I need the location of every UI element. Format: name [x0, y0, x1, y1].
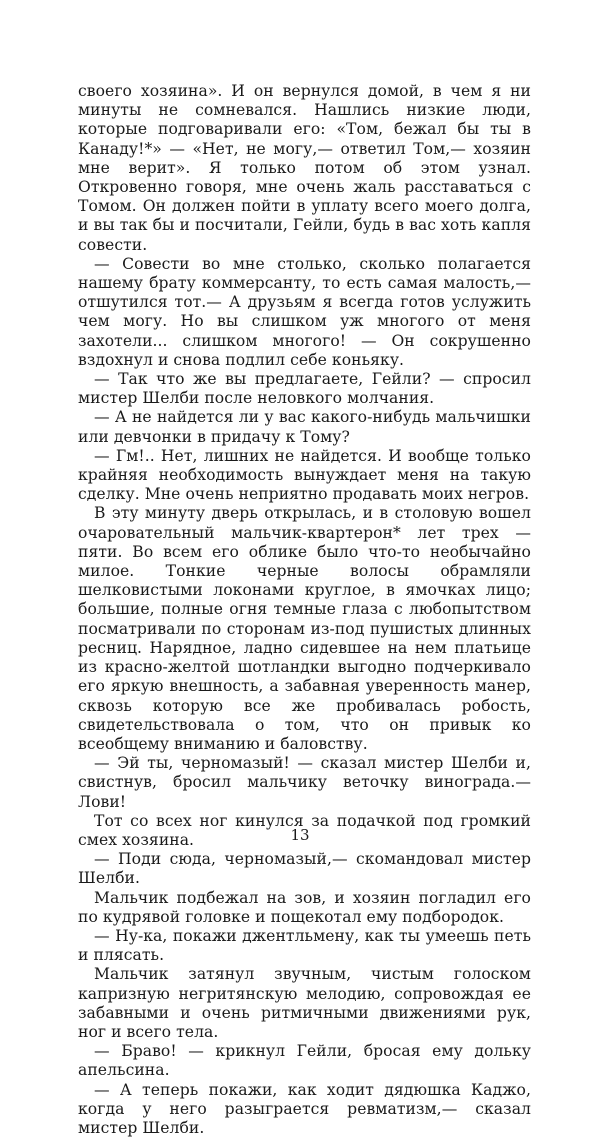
paragraph-6: В эту минуту дверь открылась, и в столовую вошел очаровательный мальчик-квартерон* лет трех — пяти. Во всем его облике было что-то необычайно милое. Тонкие черные волосы обрамляли шелковистыми локонами круглое, в ямочках лицо; большие, полные огня темные глаза с любопытством посматривали по сторонам из-под пушистых длинных ресниц. Нарядное, ладно сидевшее на нем платьице из красно-желтой шотландки выгодно подчеркивало его яркую внешность, а забавная уверенность манер, сквозь которую все же пробивалась робость, свидетельствовала о том, что он привык ко всеобщему вниманию и баловству. [78, 504, 531, 753]
paragraph-2: — Совести во мне столько, сколько полагается нашему брату коммерсанту, то есть самая малость,— отшутился тот.— А друзьям я всегда готов услужить чем могу. Но вы слишком уж многого от меня захотели... слишком многого! — Он сокрушенно вздохнул и снова подлил себе коньяку. [78, 254, 531, 369]
paragraph-8: Тот со всех ног кинулся за подачкой под громкий смех хозяина. [78, 811, 531, 849]
body-text [78, 82, 531, 1138]
paragraph-1: своего хозяина». И он вернулся домой, в чем я ни минуты не сомневался. Нашлись низкие люди, которые подговаривали его: «Том, бежал бы ты в Канаду!*» — «Нет, не могу,— ответил Том,— хозяин мне верит». Я только потом об этом узнал. Откровенно говоря, мне очень жаль расставаться с Томом. Он должен пойти в уплату всего моего долга, и вы так бы и посчитали, Гейли, будь в вас хоть капля совести. [78, 82, 531, 254]
paragraph-3: — Так что же вы предлагаете, Гейли? — спросил мистер Шелби после неловкого молчания. [78, 370, 531, 408]
paragraph-4: — А не найдется ли у вас какого-нибудь мальчишки или девчонки в придачу к Тому? [78, 408, 531, 446]
paragraph-7: — Эй ты, черномазый! — сказал мистер Шелби и, свистнув, бросил мальчику веточку винограда.— Лови! [78, 754, 531, 811]
paragraph-12: Мальчик затянул звучным, чистым голоском капризную негритянскую мелодию, сопровождая ее забавными и очень ритмичными движениями рук, ног и всего тела. [78, 965, 531, 1041]
paragraph-11: — Ну-ка, покажи джентльмену, как ты умеешь петь и плясать. [78, 926, 531, 965]
paragraph-9: — Поди сюда, черномазый,— скомандовал мистер Шелби. [78, 850, 531, 888]
page-number: 13 [290, 826, 310, 844]
paragraph-10: Мальчик подбежал на зов, и хозяин погладил его по кудрявой головке и пощекотал ему подбородок. [78, 888, 531, 926]
paragraph-14: — А теперь покажи, как ходит дядюшка Каджо, когда у него разыграется ревматизм,— сказал мистер Шелби. [78, 1080, 531, 1137]
paragraph-13: — Браво! — крикнул Гейли, бросая ему дольку апельсина. [78, 1042, 531, 1080]
paragraph-5: — Гм!.. Нет, лишних не найдется. И вообще только крайняя необходимость вынуждает меня на такую сделку. Мне очень неприятно продавать моих негров. [78, 446, 531, 504]
